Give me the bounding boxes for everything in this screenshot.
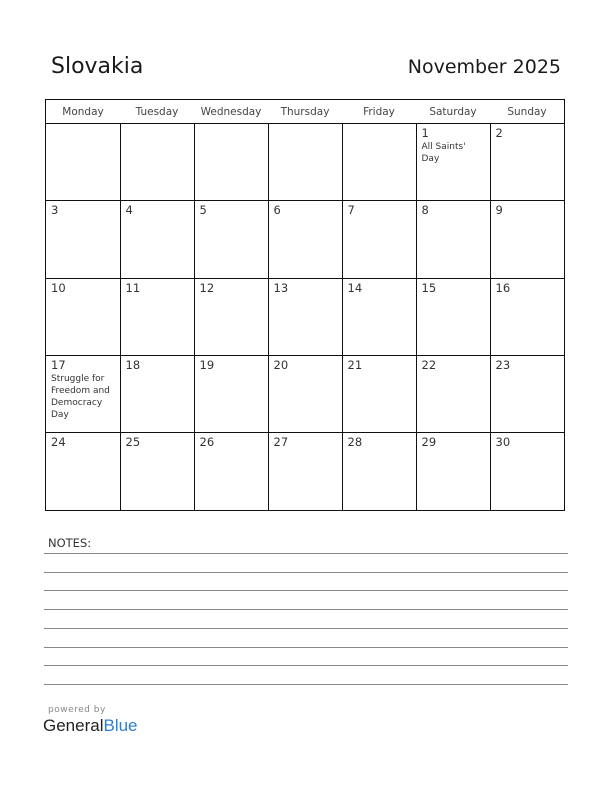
generalblue-logo bbox=[43, 716, 138, 736]
day-cell bbox=[46, 433, 120, 510]
day-cell bbox=[416, 124, 490, 201]
day-number: 2 bbox=[495, 126, 503, 140]
day-cell bbox=[46, 201, 120, 278]
note-line bbox=[44, 665, 568, 666]
day-cell bbox=[120, 201, 194, 278]
weekday-tuesday: Tuesday bbox=[120, 100, 194, 124]
day-number: 15 bbox=[421, 280, 437, 295]
day-cell bbox=[46, 124, 120, 201]
day-number: 6 bbox=[273, 203, 281, 218]
day-cell bbox=[416, 355, 490, 432]
day-cell bbox=[342, 124, 416, 201]
note-line bbox=[44, 647, 568, 648]
day-cell bbox=[416, 433, 490, 510]
weekday-saturday: Saturday bbox=[416, 100, 490, 124]
note-line bbox=[44, 684, 568, 685]
country-title: Slovakia bbox=[51, 54, 144, 79]
week-row bbox=[46, 355, 564, 432]
day-number: 19 bbox=[199, 357, 215, 372]
day-cell bbox=[46, 278, 120, 355]
note-line bbox=[44, 609, 568, 610]
day-number: 9 bbox=[495, 203, 503, 218]
day-number: 20 bbox=[273, 357, 289, 372]
note-line bbox=[44, 572, 568, 573]
day-cell bbox=[342, 278, 416, 355]
brand-general: General bbox=[43, 716, 104, 735]
day-number: 22 bbox=[421, 357, 437, 372]
day-number: 27 bbox=[273, 435, 289, 450]
powered-by-text: powered by bbox=[48, 705, 106, 715]
calendar-grid bbox=[45, 99, 565, 511]
day-number: 3 bbox=[51, 203, 59, 218]
week-row bbox=[46, 201, 564, 278]
day-cell bbox=[120, 433, 194, 510]
day-cell bbox=[490, 124, 564, 201]
day-number: 14 bbox=[347, 280, 363, 295]
month-year-title: November 2025 bbox=[407, 56, 561, 78]
brand-blue: Blue bbox=[103, 716, 138, 735]
day-number: 25 bbox=[125, 435, 141, 450]
day-cell bbox=[490, 355, 564, 432]
day-number: 17 bbox=[51, 357, 66, 372]
day-number: 13 bbox=[273, 280, 289, 295]
day-cell bbox=[194, 278, 268, 355]
holiday-label: Struggle for Freedom and Democracy Day bbox=[51, 373, 110, 420]
holiday-label: All Saints' Day bbox=[421, 142, 466, 164]
note-line bbox=[44, 553, 568, 554]
day-cell bbox=[416, 201, 490, 278]
day-cell bbox=[194, 201, 268, 278]
day-number: 1 bbox=[421, 126, 429, 140]
day-cell bbox=[194, 124, 268, 201]
weekday-header-row bbox=[46, 100, 564, 124]
day-number: 24 bbox=[51, 435, 66, 450]
day-cell bbox=[194, 433, 268, 510]
day-number: 28 bbox=[347, 435, 363, 450]
day-cell bbox=[342, 355, 416, 432]
day-number: 16 bbox=[495, 280, 511, 295]
day-cell bbox=[490, 433, 564, 510]
day-cell bbox=[490, 278, 564, 355]
day-number: 18 bbox=[125, 357, 141, 372]
day-number: 30 bbox=[495, 435, 511, 450]
weekday-monday: Monday bbox=[46, 100, 120, 124]
day-cell bbox=[268, 278, 342, 355]
day-number: 7 bbox=[347, 203, 355, 218]
day-cell bbox=[268, 201, 342, 278]
day-cell bbox=[194, 355, 268, 432]
week-row bbox=[46, 433, 564, 510]
day-cell bbox=[268, 433, 342, 510]
day-cell bbox=[490, 201, 564, 278]
note-line bbox=[44, 628, 568, 629]
notes-label: NOTES: bbox=[48, 536, 92, 550]
weekday-friday: Friday bbox=[342, 100, 416, 124]
day-cell bbox=[46, 355, 120, 432]
weekday-sunday: Sunday bbox=[490, 100, 564, 124]
day-cell bbox=[342, 201, 416, 278]
day-number: 26 bbox=[199, 435, 215, 450]
day-number: 10 bbox=[51, 280, 66, 295]
day-cell bbox=[120, 278, 194, 355]
week-row bbox=[46, 278, 564, 355]
weekday-thursday: Thursday bbox=[268, 100, 342, 124]
day-cell bbox=[268, 124, 342, 201]
weekday-wednesday: Wednesday bbox=[194, 100, 268, 124]
day-number: 12 bbox=[199, 280, 215, 295]
week-row bbox=[46, 124, 564, 201]
day-number: 29 bbox=[421, 435, 437, 450]
note-line bbox=[44, 590, 568, 591]
day-cell bbox=[342, 433, 416, 510]
day-number: 11 bbox=[125, 280, 141, 295]
day-number: 4 bbox=[125, 203, 133, 218]
day-cell bbox=[268, 355, 342, 432]
day-number: 8 bbox=[421, 203, 429, 218]
day-number: 21 bbox=[347, 357, 363, 372]
day-cell bbox=[416, 278, 490, 355]
day-number: 23 bbox=[495, 357, 511, 372]
day-number: 5 bbox=[199, 203, 207, 218]
day-cell bbox=[120, 355, 194, 432]
day-cell bbox=[120, 124, 194, 201]
